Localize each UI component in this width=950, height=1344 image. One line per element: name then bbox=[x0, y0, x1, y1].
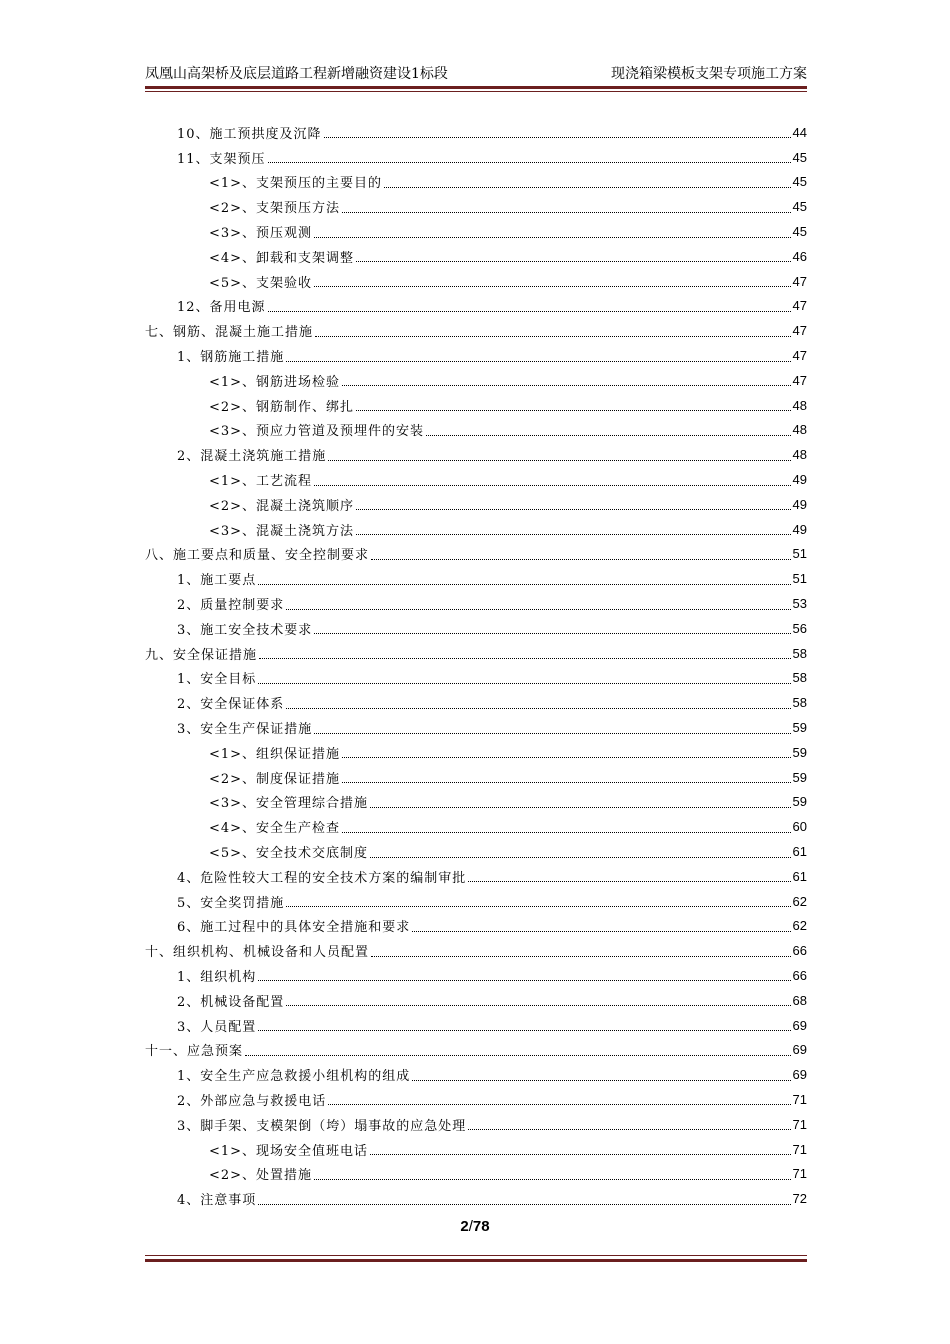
toc-leader-dots bbox=[412, 930, 790, 932]
toc-entry-page: 59 bbox=[792, 769, 807, 785]
table-of-contents bbox=[145, 120, 807, 1211]
toc-entry-title: <1>、现场安全值班电话 bbox=[209, 1143, 369, 1159]
header-rule-thick bbox=[145, 86, 807, 89]
toc-entry-page: 59 bbox=[792, 720, 807, 736]
toc-entry[interactable] bbox=[145, 170, 807, 195]
toc-entry-page: 71 bbox=[792, 1091, 807, 1107]
toc-entry-title: <1>、支架预压的主要目的 bbox=[209, 176, 383, 192]
toc-entry-title: <5>、支架验收 bbox=[209, 275, 313, 291]
toc-entry-title: 3、人员配置 bbox=[177, 1019, 257, 1035]
toc-entry[interactable] bbox=[145, 1062, 807, 1087]
toc-leader-dots bbox=[342, 781, 790, 783]
toc-entry-page: 72 bbox=[792, 1191, 807, 1207]
toc-entry[interactable] bbox=[145, 1186, 807, 1211]
toc-entry-title: 3、施工安全技术要求 bbox=[177, 622, 313, 638]
toc-entry-page: 71 bbox=[792, 1141, 807, 1157]
toc-entry-title: 12、备用电源 bbox=[177, 300, 266, 316]
toc-entry-title: 10、施工预拱度及沉降 bbox=[177, 126, 322, 142]
toc-entry-title: <4>、卸载和支架调整 bbox=[209, 250, 355, 266]
toc-leader-dots bbox=[342, 211, 790, 213]
toc-entry[interactable] bbox=[145, 194, 807, 219]
toc-leader-dots bbox=[286, 707, 790, 709]
header-rule-thin bbox=[145, 91, 807, 92]
toc-entry-page: 62 bbox=[792, 893, 807, 909]
toc-entry[interactable] bbox=[145, 591, 807, 616]
toc-entry-title: 八、施工要点和质量、安全控制要求 bbox=[145, 548, 370, 564]
toc-leader-dots bbox=[356, 508, 790, 510]
toc-entry[interactable] bbox=[145, 517, 807, 542]
toc-entry[interactable] bbox=[145, 641, 807, 666]
toc-leader-dots bbox=[258, 1029, 790, 1031]
toc-leader-dots bbox=[342, 831, 790, 833]
toc-leader-dots bbox=[371, 955, 791, 957]
toc-leader-dots bbox=[468, 880, 790, 882]
toc-entry-title: <1>、工艺流程 bbox=[209, 474, 313, 490]
toc-entry[interactable] bbox=[145, 418, 807, 443]
toc-entry-title: 1、安全目标 bbox=[177, 672, 257, 688]
toc-leader-dots bbox=[370, 806, 790, 808]
toc-entry[interactable] bbox=[145, 566, 807, 591]
toc-leader-dots bbox=[258, 682, 790, 684]
toc-entry-title: <4>、安全生产检查 bbox=[209, 821, 341, 837]
toc-entry[interactable] bbox=[145, 690, 807, 715]
toc-entry-page: 51 bbox=[792, 571, 807, 587]
toc-entry-title: 1、施工要点 bbox=[177, 573, 257, 589]
toc-entry-title: 3、脚手架、支模架倒（垮）塌事故的应急处理 bbox=[177, 1118, 467, 1134]
toc-entry[interactable] bbox=[145, 393, 807, 418]
toc-entry[interactable] bbox=[145, 814, 807, 839]
toc-entry-title: <2>、支架预压方法 bbox=[209, 201, 341, 217]
toc-entry-title: <3>、预应力管道及预埋件的安装 bbox=[209, 424, 425, 440]
toc-leader-dots bbox=[468, 1128, 790, 1130]
toc-entry[interactable] bbox=[145, 145, 807, 170]
toc-leader-dots bbox=[286, 1004, 790, 1006]
toc-entry-page: 66 bbox=[792, 943, 807, 959]
toc-leader-dots bbox=[384, 186, 790, 188]
toc-entry-title: 2、质量控制要求 bbox=[177, 598, 285, 614]
toc-entry-title: 5、安全奖罚措施 bbox=[177, 895, 285, 911]
toc-entry-page: 61 bbox=[792, 844, 807, 859]
toc-entry[interactable] bbox=[145, 938, 807, 963]
toc-entry[interactable] bbox=[145, 864, 807, 889]
footer-rule-thick bbox=[145, 1259, 807, 1262]
toc-entry-page: 69 bbox=[792, 1042, 807, 1058]
toc-leader-dots bbox=[370, 856, 790, 858]
toc-entry-title: 4、注意事项 bbox=[177, 1193, 257, 1209]
toc-leader-dots bbox=[324, 136, 791, 138]
toc-entry-page: 46 bbox=[792, 248, 807, 264]
toc-entry-page: 71 bbox=[792, 1116, 807, 1132]
toc-leader-dots bbox=[370, 1153, 790, 1155]
toc-entry-page: 47 bbox=[792, 372, 807, 388]
toc-leader-dots bbox=[412, 1079, 790, 1081]
toc-entry[interactable] bbox=[145, 1112, 807, 1137]
toc-entry-page: 49 bbox=[792, 472, 807, 488]
page-number bbox=[0, 1218, 950, 1235]
toc-entry-title: 1、组织机构 bbox=[177, 969, 257, 985]
toc-leader-dots bbox=[314, 484, 790, 486]
toc-entry-title: 4、危险性较大工程的安全技术方案的编制审批 bbox=[177, 870, 467, 886]
toc-entry[interactable] bbox=[145, 839, 807, 864]
toc-entry-page: 69 bbox=[792, 1067, 807, 1083]
toc-entry[interactable] bbox=[145, 963, 807, 988]
toc-entry-page: 44 bbox=[792, 124, 807, 140]
toc-entry-page: 47 bbox=[792, 298, 807, 314]
toc-entry[interactable] bbox=[145, 666, 807, 691]
toc-entry[interactable] bbox=[145, 1087, 807, 1112]
toc-entry-title: 3、安全生产保证措施 bbox=[177, 722, 313, 738]
toc-leader-dots bbox=[426, 434, 790, 436]
page-separator: / bbox=[468, 1218, 473, 1235]
toc-entry[interactable] bbox=[145, 1013, 807, 1038]
toc-entry-title: <2>、钢筋制作、绑扎 bbox=[209, 399, 355, 415]
toc-entry[interactable] bbox=[145, 368, 807, 393]
toc-entry-title: <1>、组织保证措施 bbox=[209, 746, 341, 762]
toc-leader-dots bbox=[315, 335, 791, 337]
toc-entry-title: 2、外部应急与救援电话 bbox=[177, 1093, 327, 1109]
page-header bbox=[145, 64, 807, 84]
toc-entry[interactable] bbox=[145, 219, 807, 244]
toc-leader-dots bbox=[286, 905, 790, 907]
toc-leader-dots bbox=[356, 260, 790, 262]
toc-entry-page: 49 bbox=[792, 521, 807, 537]
toc-leader-dots bbox=[286, 608, 790, 610]
toc-entry-title: 十、组织机构、机械设备和人员配置 bbox=[145, 945, 370, 961]
header-project-name: 凤凰山高架桥及底层道路工程新增融资建设1标段 bbox=[145, 66, 448, 82]
toc-entry-page: 62 bbox=[792, 918, 807, 934]
toc-leader-dots bbox=[259, 657, 791, 659]
toc-entry-page: 48 bbox=[792, 447, 807, 463]
toc-entry-title: <2>、混凝土浇筑顺序 bbox=[209, 498, 355, 514]
toc-entry-page: 45 bbox=[792, 174, 807, 190]
toc-leader-dots bbox=[258, 583, 790, 585]
toc-entry-page: 47 bbox=[792, 348, 807, 364]
toc-entry-page: 69 bbox=[792, 1017, 807, 1033]
toc-leader-dots bbox=[286, 360, 790, 362]
toc-leader-dots bbox=[342, 384, 790, 386]
toc-entry-title: <3>、预压观测 bbox=[209, 226, 313, 242]
toc-entry-page: 68 bbox=[792, 992, 807, 1008]
toc-entry-title: 十一、应急预案 bbox=[145, 1044, 244, 1060]
toc-entry-title: <2>、处置措施 bbox=[209, 1168, 313, 1184]
toc-entry[interactable] bbox=[145, 442, 807, 467]
toc-entry-title: <1>、钢筋进场检验 bbox=[209, 374, 341, 390]
toc-leader-dots bbox=[328, 1103, 790, 1105]
toc-entry[interactable] bbox=[145, 343, 807, 368]
toc-entry-page: 53 bbox=[792, 596, 807, 612]
toc-entry-title: 2、混凝土浇筑施工措施 bbox=[177, 449, 327, 465]
toc-entry[interactable] bbox=[145, 914, 807, 939]
toc-entry-page: 47 bbox=[792, 323, 807, 339]
toc-entry[interactable] bbox=[145, 492, 807, 517]
current-page: 2 bbox=[460, 1218, 469, 1235]
toc-leader-dots bbox=[268, 310, 791, 312]
toc-leader-dots bbox=[245, 1054, 791, 1056]
toc-entry[interactable] bbox=[145, 294, 807, 319]
toc-entry-title: 11、支架预压 bbox=[177, 151, 266, 167]
toc-leader-dots bbox=[314, 1178, 790, 1180]
toc-entry-page: 59 bbox=[792, 794, 807, 810]
toc-entry-title: 七、钢筋、混凝土施工措施 bbox=[145, 325, 314, 341]
toc-entry[interactable] bbox=[145, 269, 807, 294]
toc-entry-title: 1、安全生产应急救援小组机构的组成 bbox=[177, 1069, 411, 1085]
toc-entry[interactable] bbox=[145, 790, 807, 815]
toc-entry-page: 49 bbox=[792, 496, 807, 512]
toc-entry[interactable] bbox=[145, 1161, 807, 1186]
toc-entry-title: 九、安全保证措施 bbox=[145, 647, 258, 663]
toc-entry[interactable] bbox=[145, 1037, 807, 1062]
toc-entry[interactable] bbox=[145, 715, 807, 740]
toc-entry-page: 71 bbox=[792, 1166, 807, 1182]
toc-entry-page: 58 bbox=[792, 645, 807, 661]
toc-entry-page: 51 bbox=[792, 546, 807, 562]
toc-entry-page: 45 bbox=[792, 149, 807, 165]
toc-entry-page: 48 bbox=[792, 422, 807, 438]
toc-entry-title: 2、安全保证体系 bbox=[177, 697, 285, 713]
toc-leader-dots bbox=[314, 632, 790, 634]
toc-entry[interactable] bbox=[145, 1137, 807, 1162]
toc-entry-page: 61 bbox=[792, 868, 807, 884]
header-document-title: 现浇箱梁模板支架专项施工方案 bbox=[611, 66, 807, 82]
toc-entry-title: 2、机械设备配置 bbox=[177, 994, 285, 1010]
toc-entry-page: 60 bbox=[792, 819, 807, 835]
toc-entry-page: 48 bbox=[792, 397, 807, 413]
toc-entry[interactable] bbox=[145, 467, 807, 492]
toc-entry[interactable] bbox=[145, 765, 807, 790]
toc-entry[interactable] bbox=[145, 740, 807, 765]
toc-entry-page: 56 bbox=[792, 620, 807, 636]
toc-leader-dots bbox=[356, 533, 790, 535]
footer-rule-thin bbox=[145, 1255, 807, 1256]
toc-entry-title: <2>、制度保证措施 bbox=[209, 771, 341, 787]
toc-entry-page: 66 bbox=[792, 967, 807, 983]
toc-leader-dots bbox=[268, 161, 791, 163]
toc-entry-page: 45 bbox=[792, 224, 807, 240]
toc-entry[interactable] bbox=[145, 542, 807, 567]
toc-leader-dots bbox=[356, 409, 790, 411]
toc-entry[interactable] bbox=[145, 318, 807, 343]
toc-entry-page: 45 bbox=[792, 199, 807, 215]
toc-leader-dots bbox=[314, 285, 790, 287]
toc-entry-title: 1、钢筋施工措施 bbox=[177, 350, 285, 366]
toc-entry-page: 59 bbox=[792, 744, 807, 760]
toc-entry-page: 58 bbox=[792, 695, 807, 711]
toc-entry[interactable] bbox=[145, 244, 807, 269]
toc-leader-dots bbox=[258, 979, 790, 981]
toc-leader-dots bbox=[342, 756, 790, 758]
toc-entry-page: 58 bbox=[792, 670, 807, 686]
toc-leader-dots bbox=[328, 459, 790, 461]
toc-leader-dots bbox=[314, 236, 790, 238]
toc-entry[interactable] bbox=[145, 988, 807, 1013]
toc-entry[interactable] bbox=[145, 616, 807, 641]
toc-leader-dots bbox=[314, 732, 790, 734]
toc-leader-dots bbox=[258, 1203, 790, 1205]
toc-entry[interactable] bbox=[145, 889, 807, 914]
toc-entry-page: 47 bbox=[792, 273, 807, 289]
toc-leader-dots bbox=[371, 558, 791, 560]
total-pages: 78 bbox=[472, 1218, 490, 1235]
toc-entry-title: <5>、安全技术交底制度 bbox=[209, 846, 369, 861]
toc-entry-title: 6、施工过程中的具体安全措施和要求 bbox=[177, 920, 411, 936]
toc-entry-title: <3>、混凝土浇筑方法 bbox=[209, 523, 355, 539]
toc-entry[interactable] bbox=[145, 120, 807, 145]
toc-entry-title: <3>、安全管理综合措施 bbox=[209, 796, 369, 812]
